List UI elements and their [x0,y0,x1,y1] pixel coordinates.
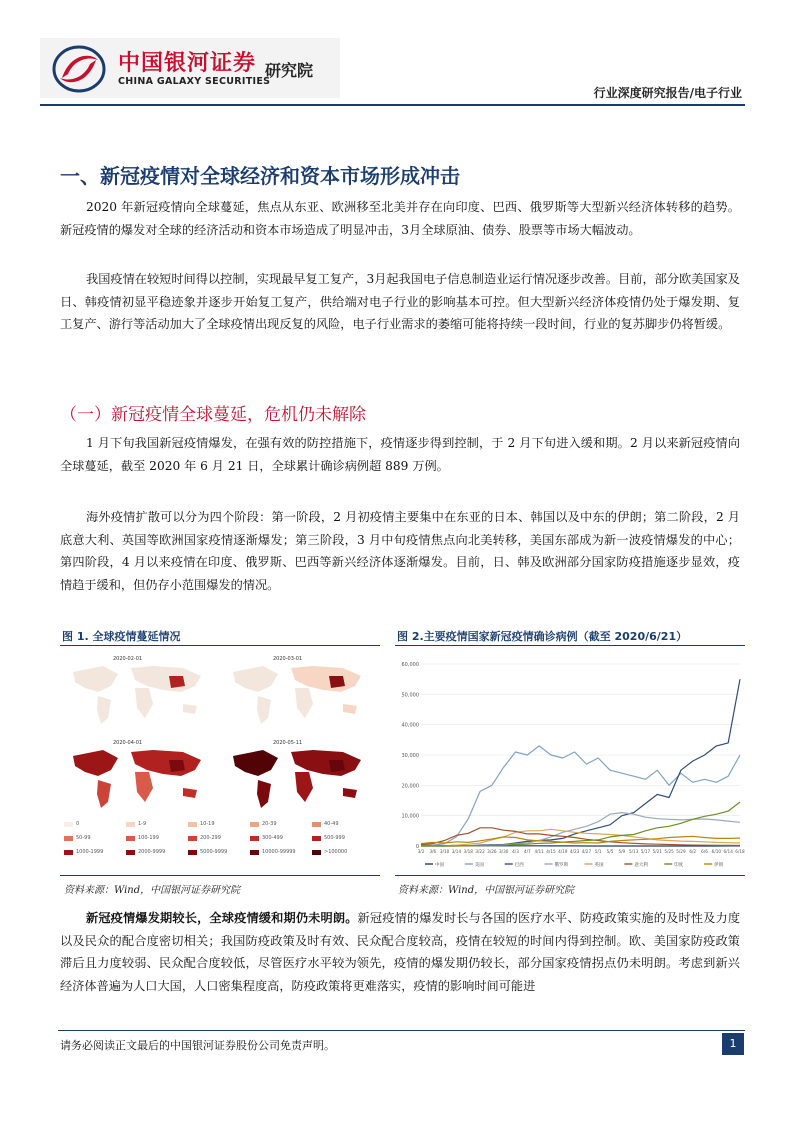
legend-swatch [188,850,197,855]
legend-swatch [64,850,73,855]
x-tick-label: 3/14 [451,849,462,854]
footer-disclaimer: 请务必阅读正文最后的中国银河证券股份公司免责声明。 [60,1039,335,1052]
legend-label: 20-39 [262,821,277,827]
map-legend [64,820,376,868]
world-map-3-graphic [63,736,213,818]
legend-label: 300-499 [262,835,283,841]
map-date-1: 2020-02-01 [113,656,143,662]
x-tick-label: 6/18 [735,849,745,854]
y-tick-label: 50,000 [401,692,419,699]
map-date-2: 2020-03-01 [273,656,303,662]
figure1-maps [60,650,380,870]
legend-swatch [250,822,259,827]
world-map-2 [223,652,373,734]
legend-label: 10-19 [200,821,215,827]
legend-entry: 意大利 [634,863,648,868]
legend-entry: 美国 [474,863,484,868]
subsection-paragraph-1: 1 月下旬我国新冠疫情爆发，在强有效的防控措施下，疫情逐步得到控制，于 2 月下旬进入缓和期。2 月以来新冠疫情向全球蔓延，截至 2020 年 6 月 21 日，全球累计确诊病例超 889 万例。 [60,436,740,473]
series-line-巴西 [421,679,740,846]
x-tick-label: 4/19 [558,849,568,854]
legend-swatch [250,850,259,855]
cases-line-chart [395,652,745,872]
map-date-3: 2020-04-01 [113,740,143,746]
legend-swatch [188,822,197,827]
x-tick-label: 3/26 [487,849,497,854]
legend-label: 100-199 [138,835,159,841]
legend-swatch [312,850,321,855]
x-tick-label: 5/13 [628,849,639,854]
series-line-伊朗 [421,836,740,843]
y-tick-label: 30,000 [401,753,419,759]
report-category: 行业深度研究报告/电子行业 [593,86,742,100]
x-tick-label: 6/2 [689,849,697,854]
y-tick-label: 10,000 [401,813,419,820]
x-tick-label: 3/22 [475,849,485,854]
legend-label: 40-49 [324,821,339,827]
x-tick-label: 5/21 [652,849,662,854]
subsection-paragraph-2: 海外疫情扩散可以分为四个阶段：第一阶段，2 月初疫情主要集中在东亚的日本、韩国以及中东的伊朗；第二阶段，2 月底意大利、英国等欧洲国家疫情逐渐爆发；第三阶段，3 月中旬疫情焦点向北美转移，美国东部成为新一波疫情爆发的中心；第四阶段，4 月以来疫情在印度、俄罗斯、巴西等新兴经济体逐渐爆发。目前，日、韩及欧洲部分国家防疫措施逐步显效，疫情趋于缓和，但仍存小范围爆发的情况。 [60,510,740,592]
legend-entry: 俄罗斯 [554,863,569,868]
legend-swatch [126,822,135,827]
figure2-top-rule [395,645,745,646]
legend-entry: 印度 [674,863,684,868]
world-map-1-graphic [63,652,213,734]
page-number: 1 [722,1033,744,1055]
legend-label: 200-299 [200,835,221,841]
legend-swatch [312,822,321,827]
legend-entry: 英国 [594,863,604,868]
section-paragraph-1: 2020 年新冠疫情向全球蔓延，焦点从东亚、欧洲移至北美并存在向印度、巴西、俄罗斯等大型新兴经济体转移的趋势。新冠疫情的爆发对全球的经济活动和资本市场造成了明显冲击，3月全球原油、债券、股票等市场大幅波动。 [60,200,740,237]
y-tick-label: 20,000 [401,783,419,790]
legend-label: 0 [76,821,80,827]
legend-swatch [250,836,259,841]
x-tick-label: 5/17 [640,849,651,854]
legend-entry: 巴西 [514,863,524,868]
figure1-top-rule [60,645,380,646]
map-date-4: 2020-05-11 [273,740,303,746]
section-paragraph-2: 我国疫情在较短时间得以控制，实现最早复工复产，3月起我国电子信息制造业运行情况逐步改善。目前，部分欧美国家及日、韩疫情初显平稳迹象并逐步开始复工复产，供给端对电子行业的影响基本可控。但大型新兴经济体疫情仍处于爆发期、复工复产、游行等活动加大了全球疫情出现反复的风险，电子行业需求的萎缩可能将持续一段时间，行业的复苏脚步仍将暂缓。 [60,272,740,332]
x-tick-label: 4/15 [546,849,556,854]
world-map-4-graphic [223,736,373,818]
page-header [0,0,800,110]
legend-swatch [188,836,197,841]
x-tick-label: 3/6 [429,849,437,854]
legend-label: 1-9 [138,821,147,827]
x-tick-label: 4/7 [523,849,531,854]
x-tick-label: 5/25 [664,849,674,854]
x-tick-label: 4/23 [569,849,580,854]
figure1-source: 资料来源：Wind，中国银河证券研究院 [64,885,241,896]
x-tick-label: 4/27 [581,849,592,854]
legend-label: 10000-99999 [262,849,296,855]
figure1-title: 图 1. 全球疫情蔓延情况 [62,630,181,643]
logo-english: CHINA GALAXY SECURITIES [118,76,271,87]
subsection-title: （一）新冠疫情全球蔓延，危机仍未解除 [60,405,366,425]
figure2-title: 图 2.主要疫情国家新冠疫情确诊病例（截至 2020/6/21） [397,630,688,643]
world-map-2-graphic [223,652,373,734]
header-divider [40,104,745,106]
x-tick-label: 3/10 [439,849,450,854]
legend-swatch [312,836,321,841]
x-tick-label: 5/29 [676,849,686,854]
x-tick-label: 6/10 [711,849,722,854]
x-tick-label: 4/3 [512,849,519,854]
x-tick-label: 3/2 [417,849,425,854]
logo-institute: 研究院 [265,61,314,80]
closing-paragraph [60,907,740,997]
x-tick-label: 5/1 [594,849,602,854]
legend-swatch [126,836,135,841]
legend-label: 500-999 [324,835,345,841]
galaxy-logo-icon [52,44,106,94]
figure2-source: 资料来源：Wind，中国银河证券研究院 [398,885,575,896]
series-line-印度 [421,802,740,846]
legend-label: 2000-9999 [138,849,166,855]
closing-text: 新冠疫情的爆发时长与各国的医疗水平、防疫政策实施的及时性及力度以及民众的配合度密切相关；我国防疫政策及时有效、民众配合度较高，疫情在较短的时间内得到控制。欧、美国家防疫政策滞后且力度较弱、民众配合度较低，尽管医疗水平较为领先，疫情的爆发期仍较长，部分国家疫情拐点仍未明朗。考虑到新兴经济体普遍为人口大国，人口密集程度高，防疫政策将更难落实，疫情的影响时间可能进 [60,911,741,993]
legend-swatch [64,822,73,827]
x-tick-label: 4/11 [534,849,544,854]
legend-label: >100000 [324,849,348,855]
world-map-4 [223,736,373,818]
legend-swatch [126,850,135,855]
logo-chinese: 中国银河证券 [118,51,257,76]
closing-bold-lead: 新冠疫情爆发期较长，全球疫情缓和期仍未明朗。 [86,911,358,925]
figure2-bottom-rule [395,875,745,876]
legend-entry: 伊朗 [714,863,724,868]
x-tick-label: 3/30 [499,849,509,854]
section-title: 一、新冠疫情对全球经济和资本市场形成冲击 [60,164,460,188]
x-tick-label: 5/9 [618,849,626,854]
y-tick-label: 40,000 [401,722,419,729]
y-tick-label: 60,000 [401,662,419,668]
legend-label: 5000-9999 [200,849,228,855]
legend-label: 1000-1999 [76,849,104,855]
figure1-bottom-rule [60,875,380,876]
world-map-3 [63,736,213,818]
legend-label: 50-99 [76,835,91,841]
x-tick-label: 3/18 [463,849,473,854]
legend-entry: 中国 [435,863,444,868]
x-tick-label: 6/6 [701,849,708,854]
y-tick-label: 0 [415,844,419,850]
footer-divider [58,1030,745,1031]
world-map-1 [63,652,213,734]
legend-swatch [64,836,73,841]
x-tick-label: 6/14 [723,849,733,854]
x-tick-label: 5/5 [606,849,614,854]
